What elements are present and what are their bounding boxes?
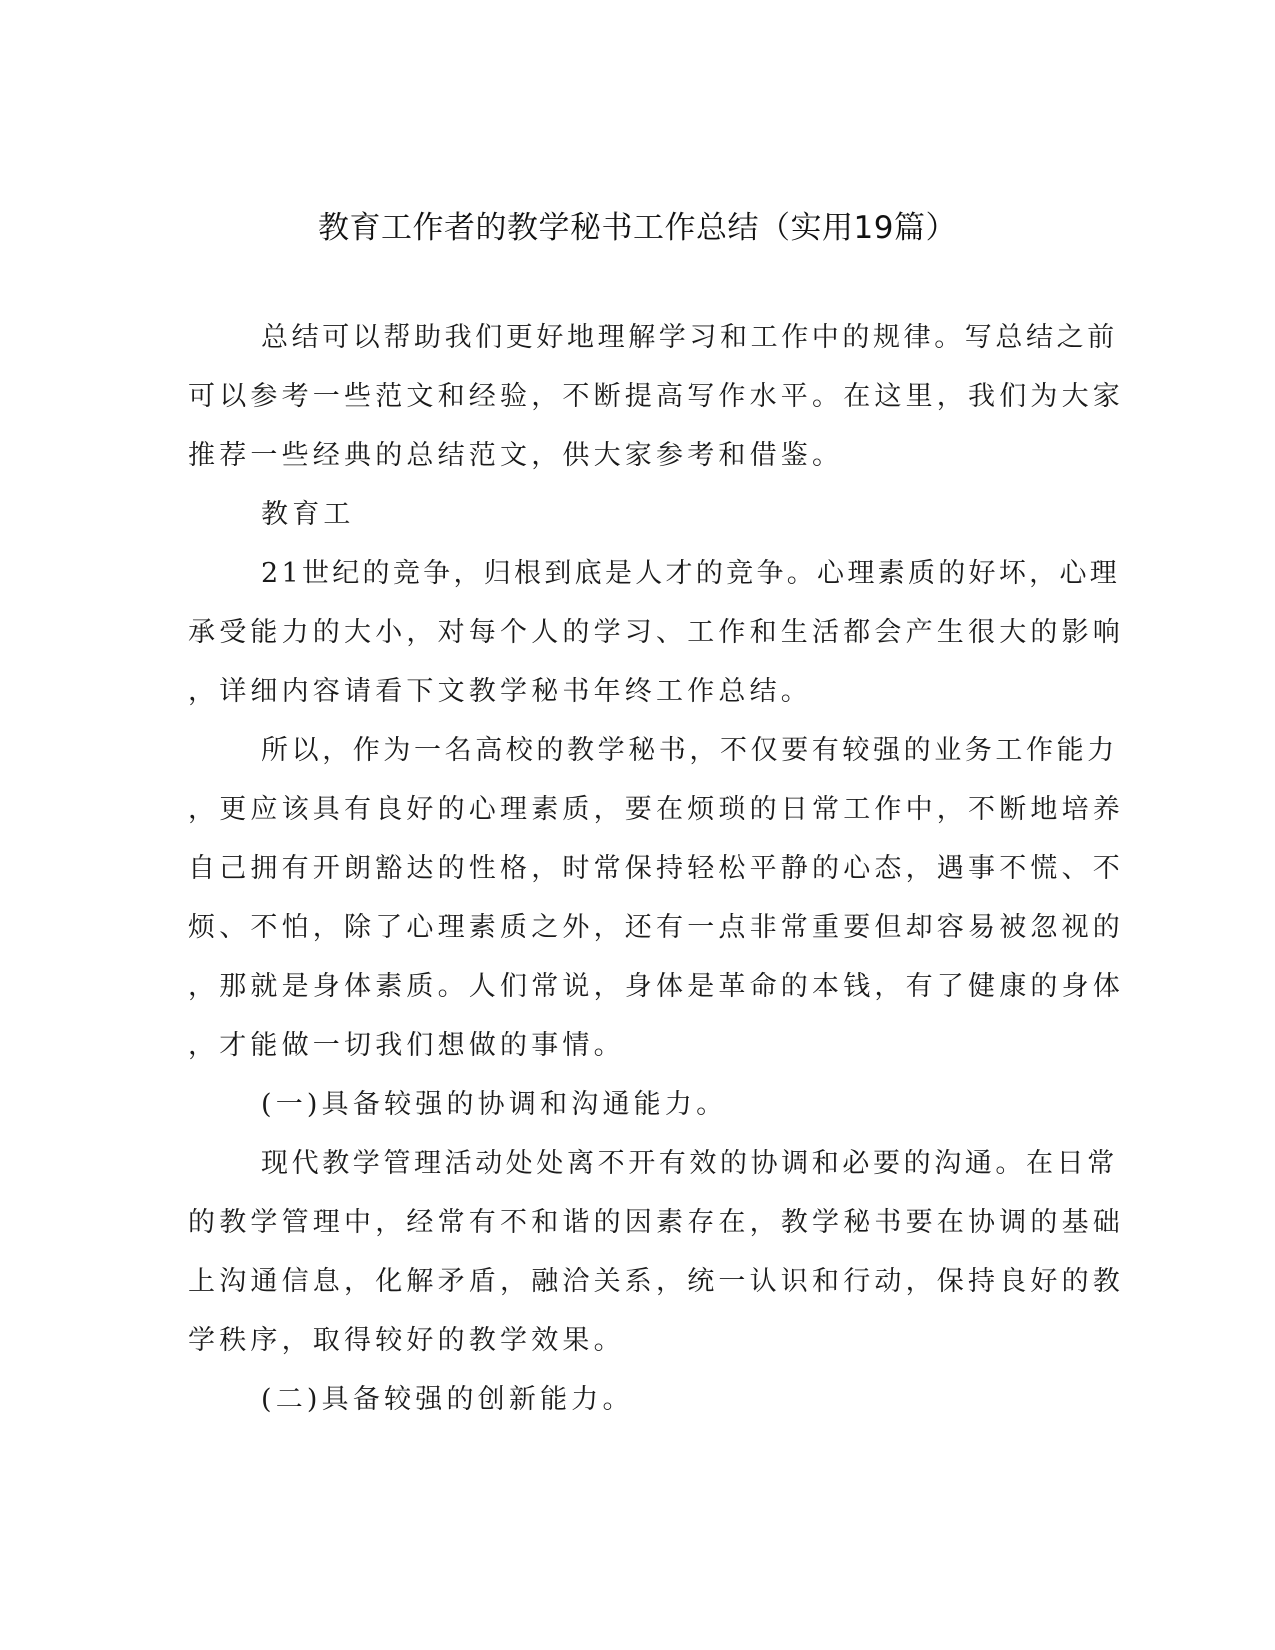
text-line: 学秩序，取得较好的教学效果。 xyxy=(188,1325,625,1356)
text-line: 所以，作为一名高校的教学秘书，不仅要有较强的业务工作能力 xyxy=(261,735,1118,766)
text-line: ，才能做一切我们想做的事情。 xyxy=(188,1030,625,1061)
text-line: 自己拥有开朗豁达的性格，时常保持轻松平静的心态，遇事不慌、不 xyxy=(188,853,1124,884)
text-line: 烦、不怕，除了心理素质之外，还有一点非常重要但却容易被忽视的 xyxy=(188,912,1124,943)
section-heading: (二)具备较强的创新能力。 xyxy=(261,1384,634,1415)
text-line: ，详细内容请看下文教学秘书年终工作总结。 xyxy=(188,676,812,707)
text-line: 总结可以帮助我们更好地理解学习和工作中的规律。写总结之前 xyxy=(261,322,1118,353)
text-line: 上沟通信息，化解矛盾，融洽关系，统一认识和行动，保持良好的教 xyxy=(188,1266,1124,1297)
document-title: 教育工作者的教学秘书工作总结（实用19篇） xyxy=(318,210,957,246)
text-line: 承受能力的大小，对每个人的学习、工作和生活都会产生很大的影响 xyxy=(188,617,1124,648)
section-heading: (一)具备较强的协调和沟通能力。 xyxy=(261,1089,728,1120)
text-line: 的教学管理中，经常有不和谐的因素存在，教学秘书要在协调的基础 xyxy=(188,1207,1124,1238)
text-line: 21世纪的竞争，归根到底是人才的竞争。心理素质的好坏，心理 xyxy=(261,558,1121,589)
text-line: 教育工 xyxy=(261,499,355,530)
text-line: 推荐一些经典的总结范文，供大家参考和借鉴。 xyxy=(188,440,844,471)
text-line: ，那就是身体素质。人们常说，身体是革命的本钱，有了健康的身体 xyxy=(188,971,1124,1002)
text-line: 现代教学管理活动处处离不开有效的协调和必要的沟通。在日常 xyxy=(261,1148,1118,1179)
text-line: 可以参考一些范文和经验，不断提高写作水平。在这里，我们为大家 xyxy=(188,381,1124,412)
text-line: ，更应该具有良好的心理素质，要在烦琐的日常工作中，不断地培养 xyxy=(188,794,1124,825)
